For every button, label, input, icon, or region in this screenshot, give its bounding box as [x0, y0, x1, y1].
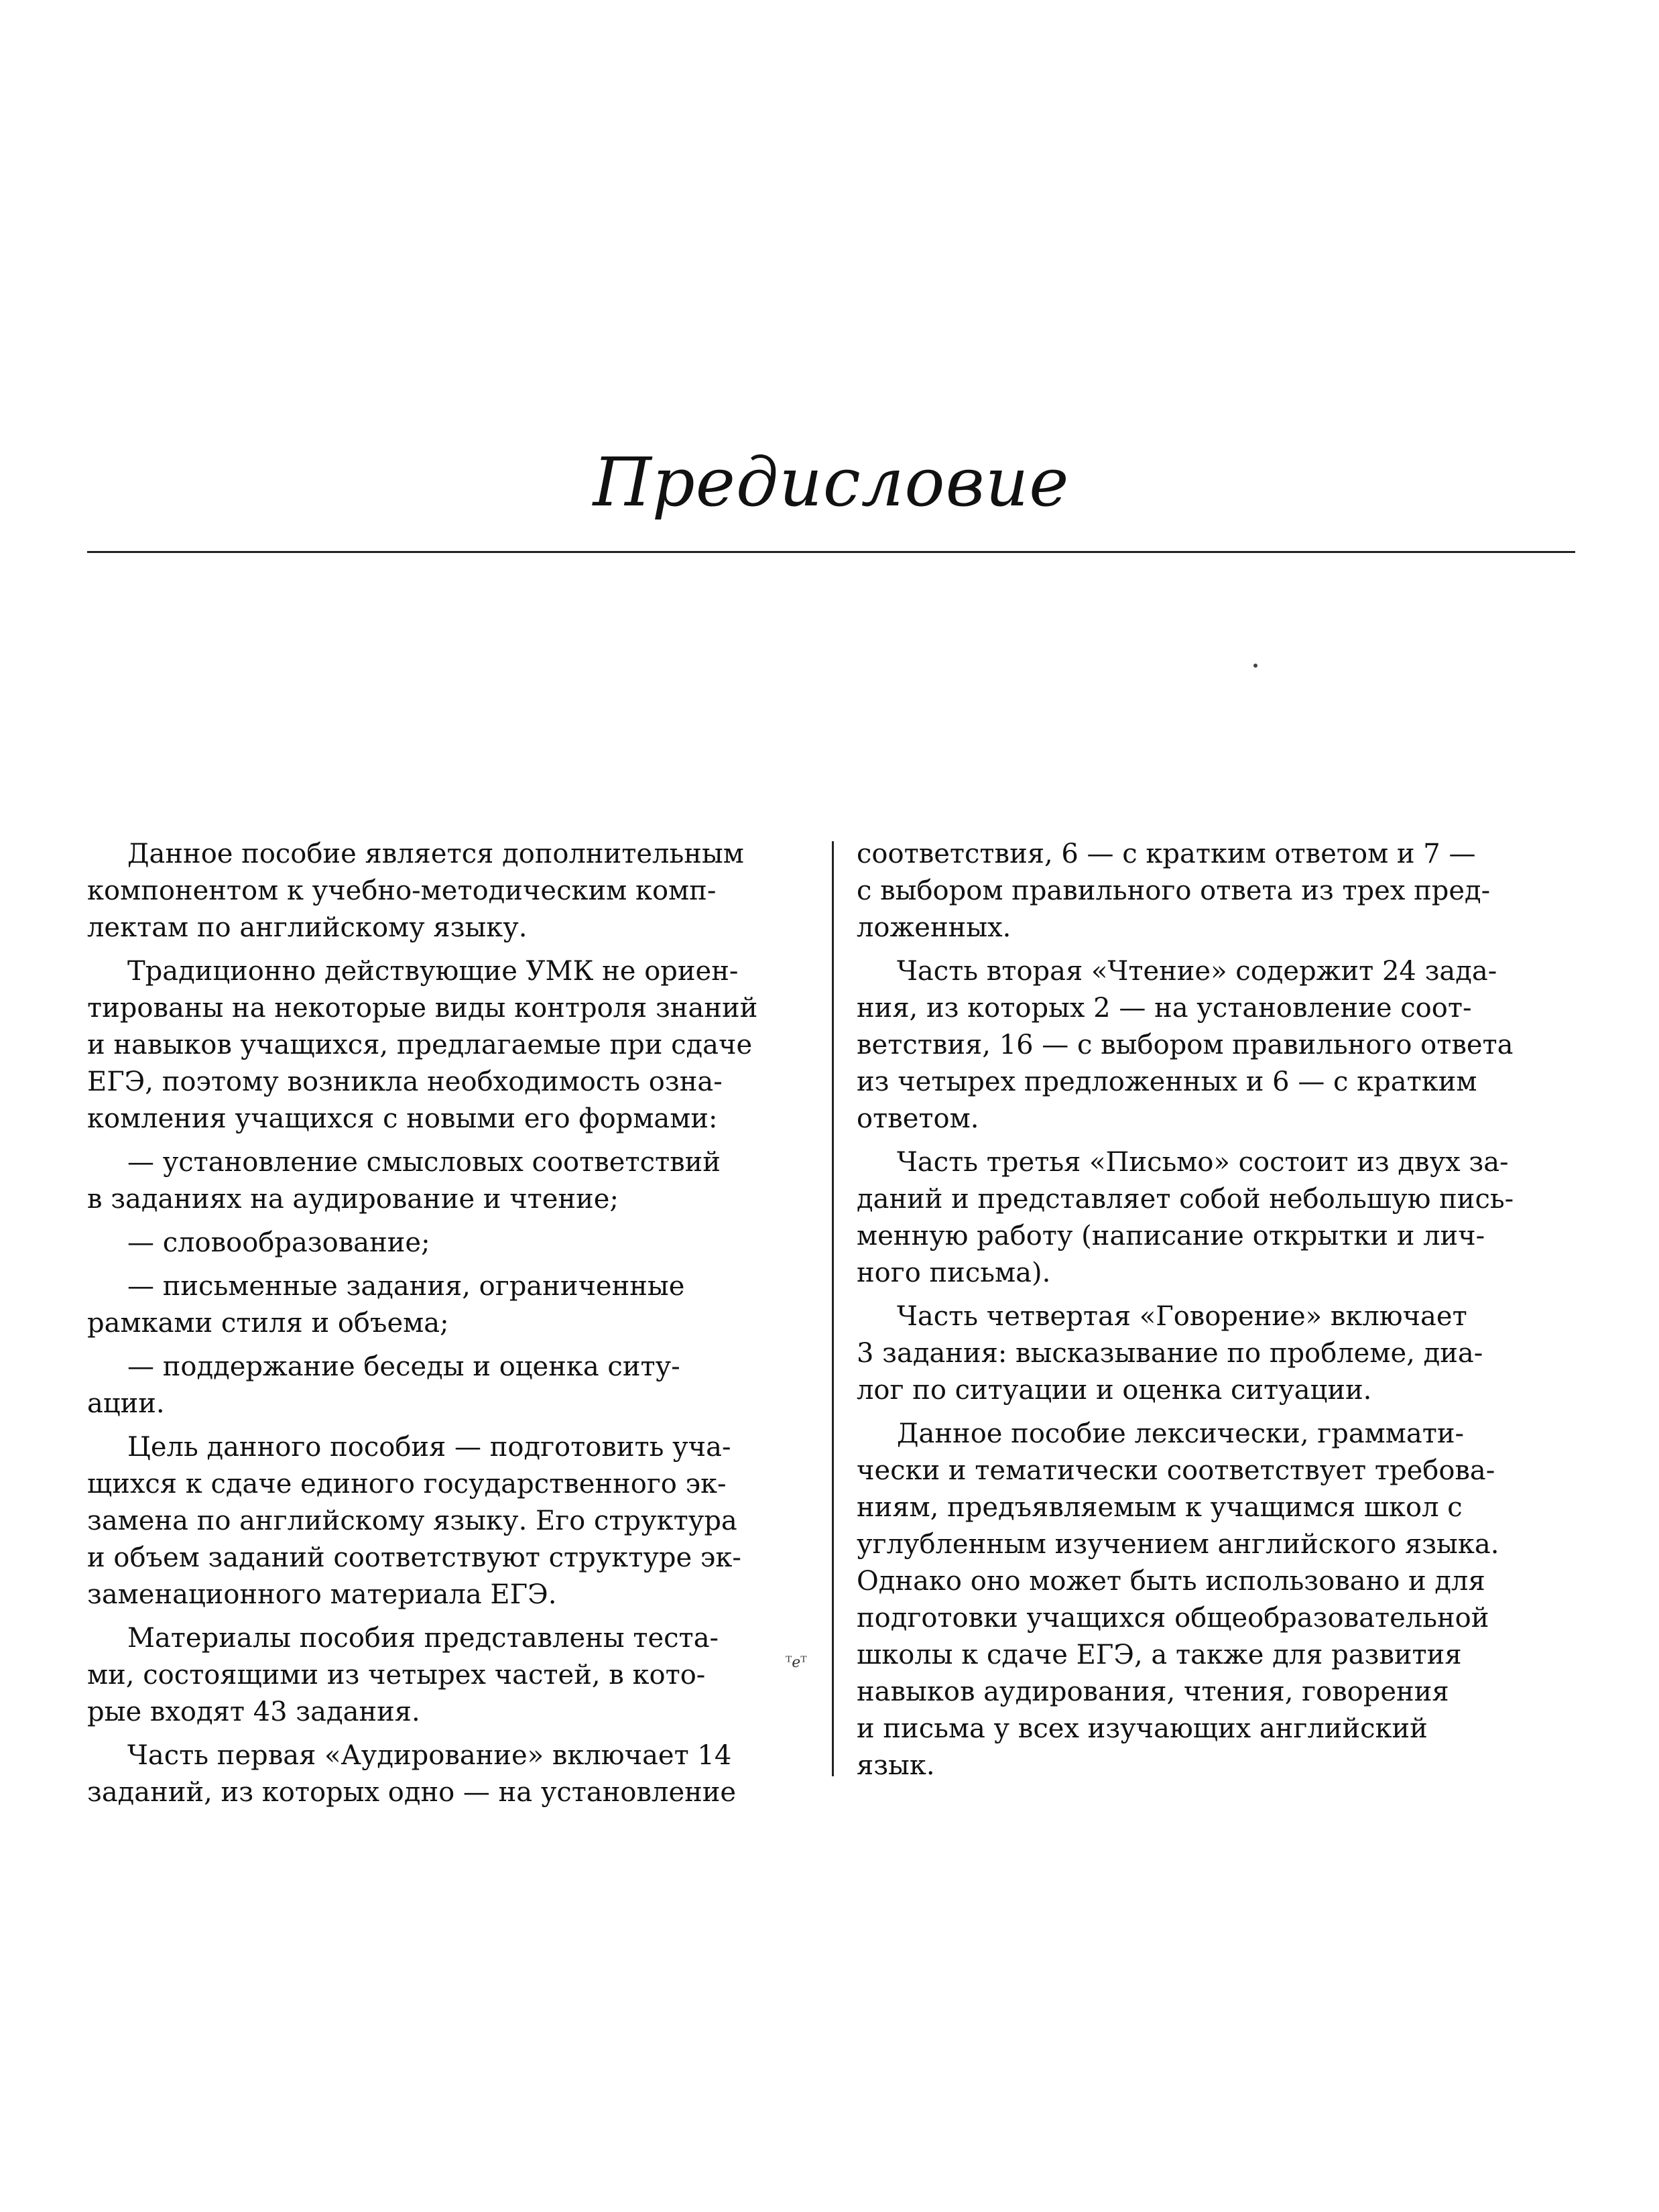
title-rule	[87, 551, 1575, 553]
page-title: Предисловие	[593, 443, 1070, 521]
list-item-matching: — установление смысловых соответствий в заданиях на аудирование и чтение;	[87, 1147, 721, 1215]
paragraph-conclusion: Данное пособие лексически, граммати- чески и тематически соответствует требова- ниям, предъявляемым к учащимся школ с углубленным изучением английского языка. Однако оно может быть использовано и для подготовки учащихся общеобразовательной школы к сдаче ЕГЭ, а также для развития навыков аудирования, чтения, говорения и письма у всех изучающих английский язык.	[857, 1418, 1499, 1781]
paragraph-part-four: Часть четвертая «Говорение» включает 3 задания: высказывание по проблеме, диа- лог по ситуации и оценка ситуации.	[857, 1301, 1483, 1406]
right-column	[857, 836, 1585, 1791]
paragraph-traditional-umk: Традиционно действующие УМК не ориен- тированы на некоторые виды контроля знаний и навыков учащихся, предлагаемые при сдаче ЕГЭ, поэтому возникла необходимость озна- комления учащихся с новыми его формами:	[87, 956, 758, 1134]
paragraph-goal: Цель данного пособия — подготовить уча- щихся к сдаче единого государственного эк- замена по английскому языку. Его структура и объем заданий соответствуют структуре эк- заменационного материала ЕГЭ.	[87, 1432, 741, 1610]
list-item-conversation: — поддержание беседы и оценка ситу- ации.	[87, 1351, 680, 1419]
paragraph-part-two: Часть вторая «Чтение» содержит 24 зада- ния, из которых 2 — на установление соот- ветствия, 16 — с выбором правильного ответа из четырех предложенных и 6 — с кратким ответом.	[857, 956, 1514, 1134]
column-divider	[832, 841, 834, 1776]
left-column	[87, 836, 815, 1818]
handwritten-margin-note: ᵀ𝑒ᵀ	[786, 1654, 807, 1671]
list-item-written-tasks: — письменные задания, ограниченные рамками стиля и объема;	[87, 1271, 685, 1339]
stray-dot	[1253, 664, 1257, 668]
paragraph-part-one-continued: соответствия, 6 — с кратким ответом и 7 — с выбором правильного ответа из трех пред- ложенных.	[857, 839, 1491, 943]
paragraph-materials: Материалы пособия представлены теста- ми, состоящими из четырех частей, в кото- рые входят 43 задания.	[87, 1623, 719, 1727]
paragraph-part-one: Часть первая «Аудирование» включает 14 заданий, из которых одно — на установление	[87, 1740, 737, 1808]
paragraph-intro: Данное пособие является дополнительным компонентом к учебно-методическим комп- лектам по английскому языку.	[87, 839, 744, 943]
list-item-word-formation: — словообразование;	[127, 1227, 430, 1258]
paragraph-part-three: Часть третья «Письмо» состоит из двух за- даний и представляет собой небольшую пись- менную работу (написание открытки и лич- ного письма).	[857, 1147, 1514, 1288]
